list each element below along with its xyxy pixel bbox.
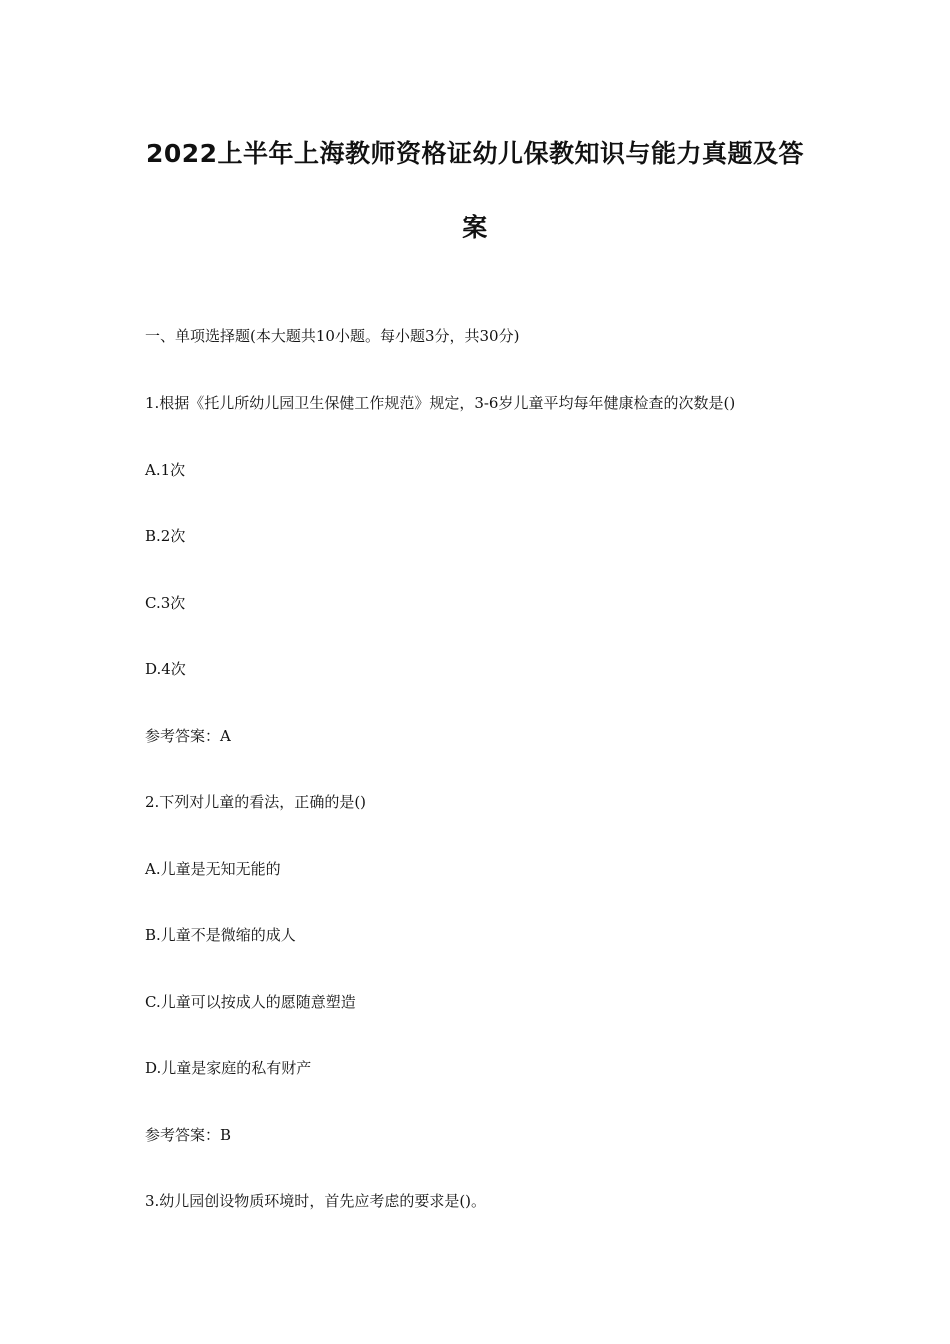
question-1-option-c: C.3次 (145, 594, 186, 612)
question-1-option-b: B.2次 (145, 527, 186, 545)
question-1-answer: 参考答案：A (145, 727, 231, 745)
document-title-line-1: 2022上半年上海教师资格证幼儿保教知识与能力真题及答 (145, 139, 805, 168)
document-title-line-2: 案 (462, 213, 488, 242)
question-2-option-b: B.儿童不是微缩的成人 (145, 926, 296, 944)
question-2-option-c: C.儿童可以按成人的愿随意塑造 (145, 993, 356, 1011)
section-heading: 一、单项选择题(本大题共10小题。每小题3分，共30分) (145, 327, 520, 345)
question-2-option-a: A.儿童是无知无能的 (145, 860, 281, 878)
question-1-option-a: A.1次 (145, 461, 186, 479)
question-2-stem: 2.下列对儿童的看法，正确的是() (145, 793, 367, 811)
question-1-option-d: D.4次 (145, 660, 186, 678)
question-3-stem: 3.幼儿园创设物质环境时，首先应考虑的要求是()。 (145, 1192, 487, 1210)
question-1-stem: 1.根据《托儿所幼儿园卫生保健工作规范》规定，3-6岁儿童平均每年健康检查的次数是() (145, 394, 736, 412)
question-2-option-d: D.儿童是家庭的私有财产 (145, 1059, 312, 1077)
question-2-answer: 参考答案：B (145, 1126, 232, 1144)
